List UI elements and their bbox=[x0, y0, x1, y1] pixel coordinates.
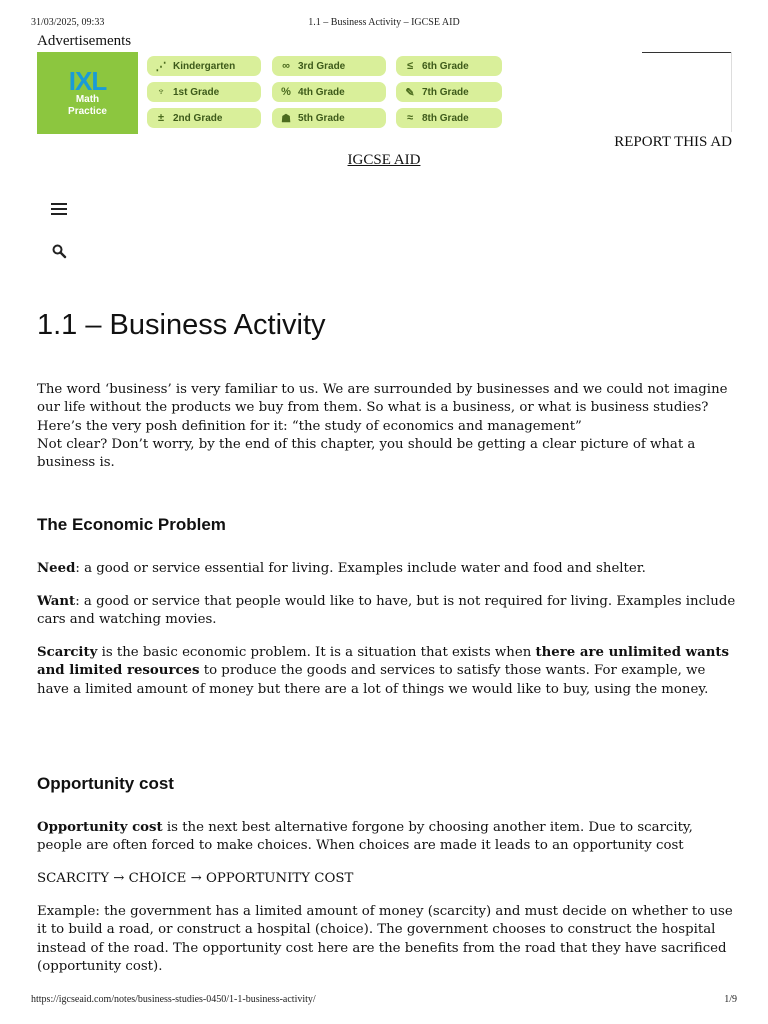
scarcity-definition bbox=[37, 644, 737, 699]
less-equal-icon: ≤ bbox=[406, 60, 414, 72]
grade-label: 4th Grade bbox=[298, 86, 345, 98]
ad-grade-button-1st[interactable] bbox=[147, 82, 261, 102]
ixl-logo-subtitle-2: Practice bbox=[68, 106, 107, 117]
ixl-ad-logo[interactable] bbox=[37, 52, 138, 134]
grade-label: 3rd Grade bbox=[298, 60, 346, 72]
ad-grade-button-4th[interactable] bbox=[272, 82, 386, 102]
ixl-logo-mark: IXL bbox=[68, 66, 107, 96]
ad-frame-divider bbox=[731, 52, 732, 132]
intro-text: The word ‘business’ is very familiar to us. We are surrounded by businesses and we could not imagine our life without the products we buy from them. So what is a business, or what is business studies? Here’s the very posh definition for it: “the study of economics and management” bbox=[37, 382, 728, 434]
term-opportunity-cost: Opportunity cost bbox=[37, 820, 163, 835]
scarcity-choice-chain: SCARCITY → CHOICE → OPPORTUNITY COST bbox=[37, 871, 354, 886]
site-title bbox=[0, 152, 768, 169]
dots-icon: ⋰ bbox=[155, 60, 167, 73]
ad-grade-button-5th[interactable] bbox=[272, 108, 386, 128]
intro-paragraph bbox=[37, 381, 737, 472]
term-want: Want bbox=[37, 594, 76, 609]
article-title: 1.1 – Business Activity bbox=[37, 309, 326, 341]
ixl-logo-subtitle-1: Math bbox=[75, 94, 100, 105]
infinity-icon: ∞ bbox=[282, 60, 290, 72]
ad-grade-button-8th[interactable] bbox=[396, 108, 502, 128]
term-need: Need bbox=[37, 561, 76, 576]
grade-label: 7th Grade bbox=[422, 86, 469, 98]
print-page-counter: 1/9 bbox=[724, 994, 737, 1005]
percent-icon: % bbox=[281, 86, 291, 98]
print-url: https://igcseaid.com/notes/business-studies-0450/1-1-business-activity/ bbox=[31, 994, 316, 1005]
section-heading-economic-problem: The Economic Problem bbox=[37, 515, 226, 534]
opportunity-cost-definition bbox=[37, 819, 737, 856]
ad-grade-button-6th[interactable] bbox=[396, 56, 502, 76]
need-text: : a good or service essential for living. Examples include water and food and shelter. bbox=[75, 561, 646, 576]
site-title-link[interactable]: IGCSE AID bbox=[347, 152, 421, 168]
print-datetime: 31/03/2025, 09:33 bbox=[31, 17, 105, 28]
pencil-icon: ✎ bbox=[405, 86, 415, 99]
stack-icon: ☗ bbox=[281, 112, 291, 125]
search-icon[interactable] bbox=[51, 243, 67, 259]
grade-label: 2nd Grade bbox=[173, 112, 223, 124]
term-scarcity: Scarcity bbox=[37, 645, 98, 660]
ad-grade-button-3rd[interactable] bbox=[272, 56, 386, 76]
approx-icon: ≈ bbox=[406, 112, 414, 124]
section-heading-opportunity-cost: Opportunity cost bbox=[37, 774, 174, 793]
hamburger-menu-icon[interactable] bbox=[50, 201, 68, 215]
ad-grade-button-7th[interactable] bbox=[396, 82, 502, 102]
advertisements-label: Advertisements bbox=[37, 33, 132, 49]
pencil-cup-icon: ♆ bbox=[156, 86, 166, 98]
print-page-title: 1.1 – Business Activity – IGCSE AID bbox=[308, 17, 460, 28]
ad-grade-button-2nd[interactable] bbox=[147, 108, 261, 128]
grade-label: Kindergarten bbox=[173, 60, 236, 72]
want-text: : a good or service that people would like to have, but is not required for living. Examples include cars and watching movies. bbox=[37, 594, 736, 628]
ad-grade-button-kindergarten[interactable] bbox=[147, 56, 261, 76]
ad-frame-divider bbox=[642, 52, 732, 53]
scarcity-bold: there are unlimited wants and limited resources bbox=[37, 645, 730, 679]
grade-label: 5th Grade bbox=[298, 112, 345, 124]
scarcity-text-2: to produce the goods and services to satisfy those wants. For example, we have a limited amount of money but there are a lot of things we would like to buy, using the money. bbox=[37, 663, 709, 697]
grade-label: 1st Grade bbox=[173, 86, 220, 98]
need-definition bbox=[37, 560, 737, 578]
opportunity-cost-example: Example: the government has a limited amount of money (scarcity) and must decide on whether to use it to build a road, or construct a hospital (choice). The government chooses to construct the hospital instead of the road. The opportunity cost here are the benefits from the road that they have sacrificed (opportunity cost). bbox=[37, 904, 733, 974]
intro-text-2: Not clear? Don’t worry, by the end of this chapter, you should be getting a clear picture of what a business is. bbox=[37, 436, 696, 471]
plus-minus-icon: ± bbox=[157, 112, 165, 124]
grade-label: 8th Grade bbox=[422, 112, 469, 124]
opportunity-cost-text: is the next best alternative forgone by choosing another item. Due to scarcity, people are often forced to make choices. When choices are made it leads to an opportunity cost bbox=[37, 820, 693, 854]
grade-label: 6th Grade bbox=[422, 60, 469, 72]
scarcity-text: is the basic economic problem. It is a situation that exists when bbox=[97, 645, 536, 660]
report-ad-link[interactable]: REPORT THIS AD bbox=[614, 134, 732, 150]
want-definition bbox=[37, 593, 737, 630]
